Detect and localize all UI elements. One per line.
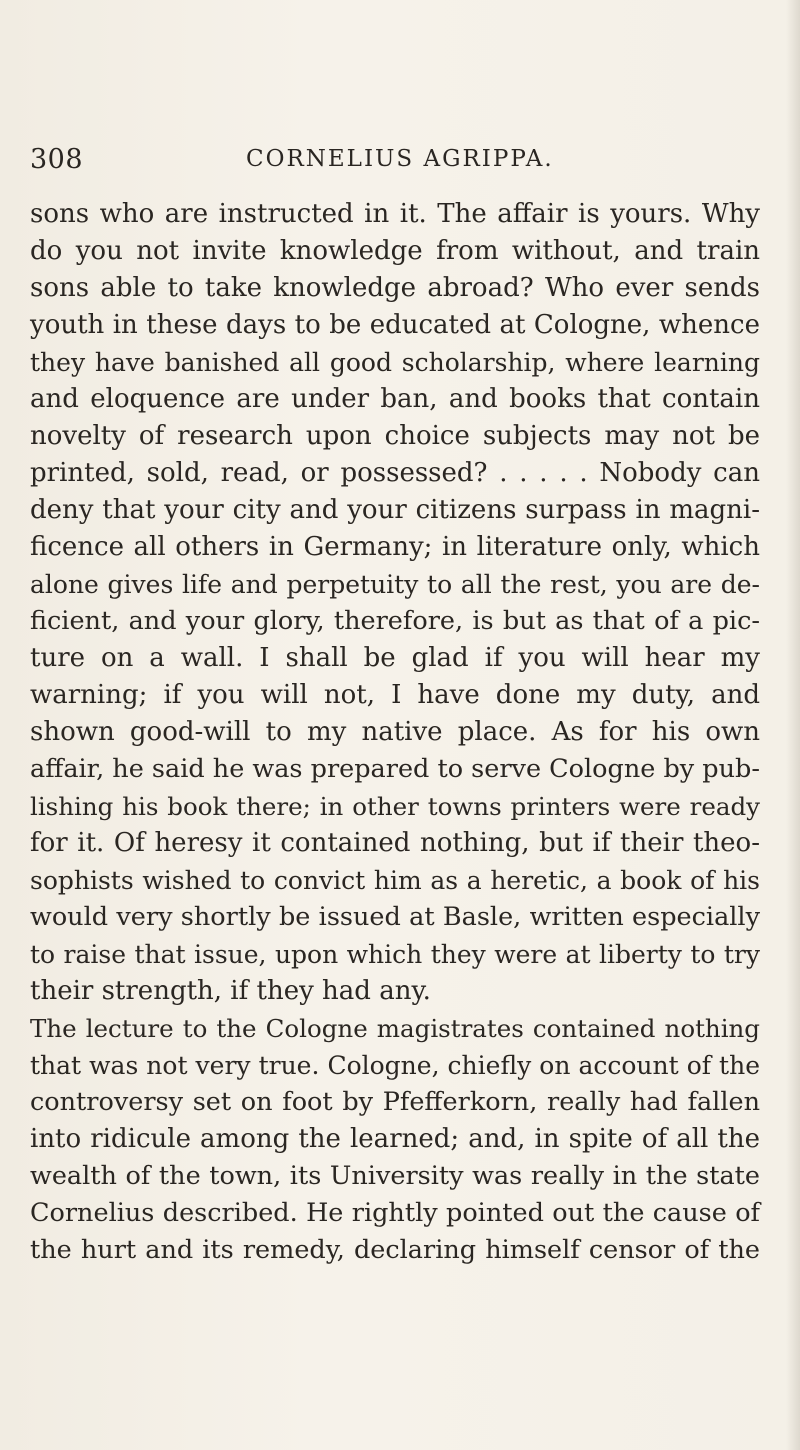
text-line: that was not very true. Cologne, chiefly on account of the xyxy=(30,1051,760,1080)
text-line: sophists wished to convict him as a heretic, a book of his xyxy=(30,866,760,895)
text-line: controversy set on foot by Pfefferkorn, really had fallen xyxy=(30,1087,760,1117)
text-line: affair, he said he was prepared to serve Cologne by pub- xyxy=(30,754,760,784)
text-line: Cornelius described. He rightly pointed out the cause of xyxy=(30,1198,760,1228)
text-line: shown good-will to my native place. As for his own xyxy=(30,717,760,747)
text-line: for it. Of heresy it contained nothing, but if their theo- xyxy=(30,828,760,858)
paragraph-end-line: their strength, if they had any. xyxy=(30,976,431,1006)
text-line: wealth of the town, its University was really in the state xyxy=(30,1161,760,1191)
text-line: warning; if you will not, I have done my duty, and xyxy=(30,680,760,710)
text-line: they have banished all good scholarship, where learning xyxy=(30,348,760,377)
text-line: to raise that issue, upon which they were at liberty to try xyxy=(30,940,760,969)
page-header xyxy=(30,144,750,184)
text-line: would very shortly be issued at Basle, written especially xyxy=(30,902,760,932)
text-line: ficient, and your glory, therefore, is but as that of a pic- xyxy=(30,606,760,636)
text-line: into ridicule among the learned; and, in spite of all the xyxy=(30,1124,760,1154)
page-number: 308 xyxy=(30,144,84,175)
text-line: lishing his book there; in other towns printers were ready xyxy=(30,792,760,821)
text-line: deny that your city and your citizens surpass in magni- xyxy=(30,495,760,525)
text-line: youth in these days to be educated at Cologne, whence xyxy=(30,310,760,340)
text-line: sons able to take knowledge abroad? Who ever sends xyxy=(30,273,760,303)
text-line: sons who are instructed in it. The affair is yours. Why xyxy=(30,199,760,229)
text-line: and eloquence are under ban, and books that contain xyxy=(30,384,760,414)
text-line: novelty of research upon choice subjects may not be xyxy=(30,421,760,451)
text-line: do you not invite knowledge from without, and train xyxy=(30,236,760,266)
text-line: alone gives life and perpetuity to all the rest, you are de- xyxy=(30,570,760,599)
text-line: ture on a wall. I shall be glad if you will hear my xyxy=(30,643,760,673)
body-text xyxy=(30,196,760,1269)
text-line: the hurt and its remedy, declaring himself censor of the xyxy=(30,1235,760,1265)
text-line: printed, sold, read, or possessed? . . . . . Nobody can xyxy=(30,458,760,488)
running-title: CORNELIUS AGRIPPA. xyxy=(246,146,554,172)
text-line: ficence all others in Germany; in literature only, which xyxy=(30,532,760,562)
text-line: The lecture to the Cologne magistrates contained nothing xyxy=(30,1014,760,1043)
page-edge-shadow xyxy=(786,0,800,1450)
